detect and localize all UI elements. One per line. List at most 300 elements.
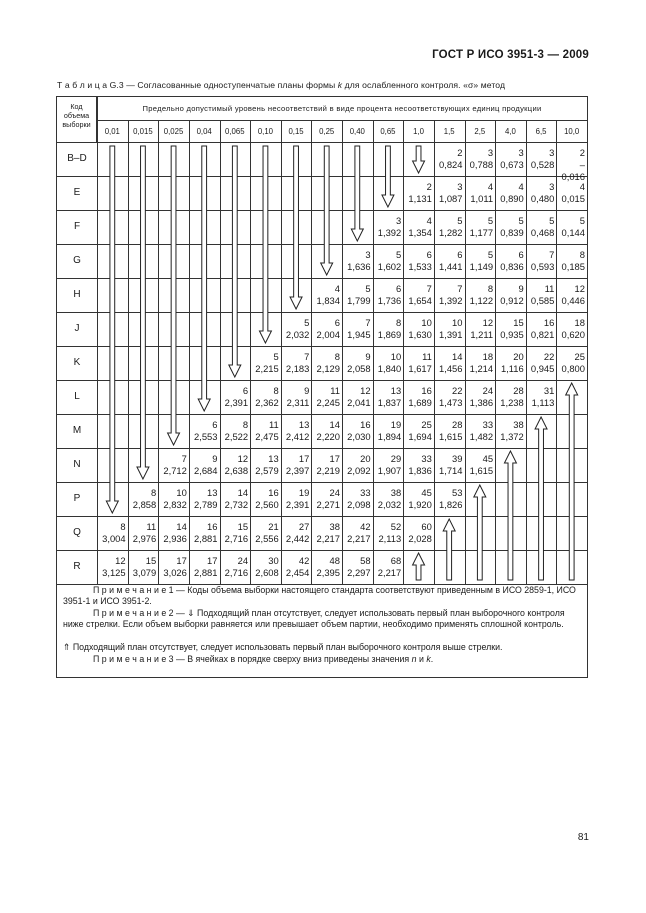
acceptability-constant-k: 2,220 — [316, 431, 340, 442]
sample-size-n: 3 — [549, 181, 555, 192]
sample-size-n: 2 — [457, 147, 463, 158]
code-header-line: объема — [63, 111, 90, 120]
acceptability-constant-k: 2,217 — [377, 567, 402, 578]
sample-size-n: 9 — [304, 385, 310, 396]
sample-size-n: 38 — [390, 487, 402, 498]
acceptability-constant-k: 0,935 — [500, 329, 524, 340]
acceptability-constant-k: 2,271 — [316, 499, 340, 510]
acceptability-constant-k: 2,454 — [285, 567, 310, 578]
sample-size-n: 8 — [579, 249, 585, 260]
acceptability-constant-k: 2,638 — [224, 465, 249, 476]
sample-size-n: 13 — [207, 487, 218, 498]
aql-header-cell: 0,065 — [225, 127, 245, 136]
sample-size-n: 8 — [487, 283, 494, 294]
up-arrow-icon — [443, 519, 455, 580]
acceptability-constant-k: 1,689 — [408, 397, 432, 408]
acceptability-constant-k: 2,789 — [194, 499, 218, 510]
sample-size-code: G — [73, 255, 81, 266]
sample-size-n: 12 — [574, 283, 585, 294]
acceptability-constant-k: 0,839 — [500, 227, 524, 238]
acceptability-constant-k: 1,907 — [377, 465, 402, 476]
acceptability-constant-k: 1,441 — [439, 261, 463, 272]
sample-size-n: 13 — [268, 453, 279, 464]
sample-size-n: 6 — [518, 249, 524, 260]
sample-size-n: 17 — [298, 453, 310, 464]
acceptability-constant-k: 1,799 — [347, 295, 371, 306]
acceptability-constant-k: 0,446 — [561, 295, 585, 306]
acceptability-constant-k: 1,615 — [469, 465, 494, 476]
acceptability-constant-k: 2,245 — [316, 397, 340, 408]
sample-size-n: 24 — [237, 555, 249, 566]
sample-size-n: 30 — [268, 555, 279, 566]
note-1 — [63, 585, 585, 608]
note-1-label: П р и м е ч а н и е 1 — [93, 585, 174, 595]
down-arrow-icon — [290, 146, 302, 309]
sample-size-n: 17 — [207, 555, 218, 566]
down-arrow-icon — [229, 146, 241, 377]
sample-size-n: 2 — [579, 147, 585, 158]
aql-header-cell: 0,15 — [288, 127, 304, 136]
sample-size-code: K — [73, 357, 81, 368]
sample-size-n: 6 — [212, 419, 218, 430]
down-arrow-icon — [198, 146, 210, 411]
acceptability-constant-k: 0,528 — [530, 159, 555, 170]
sample-size-n: 13 — [298, 419, 310, 430]
sample-size-n: 16 — [207, 521, 218, 532]
sample-size-code: Q — [73, 527, 81, 538]
sample-size-n: 42 — [298, 555, 310, 566]
sample-size-n: 20 — [360, 453, 371, 464]
sample-size-n: 7 — [457, 283, 463, 294]
note-2-label: П р и м е ч а н и е 2 — [93, 608, 174, 618]
sample-size-n: 48 — [329, 555, 340, 566]
sample-size-n: 7 — [549, 249, 555, 260]
sample-size-n: 52 — [390, 521, 402, 532]
acceptability-constant-k: 1,473 — [439, 397, 463, 408]
acceptability-constant-k: 2,362 — [255, 397, 279, 408]
acceptability-constant-k: 1,149 — [469, 261, 494, 272]
note-2-text: — ⇓ Подходящий план отсутствует, следует использовать первый план выборочного контроля ниже стрелки. Если объем выборки равняется или превышает объем партии, необходимо применять сплошной контроль. — [63, 608, 565, 630]
acceptability-constant-k: 2,030 — [347, 431, 371, 442]
caption-suffix: для ослабленного контроля. «σ» метод — [342, 80, 506, 90]
sample-size-n: 12 — [115, 555, 126, 566]
acceptability-constant-k: 2,712 — [163, 465, 187, 476]
down-arrow-icon — [259, 146, 271, 343]
sample-size-n: 9 — [212, 453, 218, 464]
acceptability-constant-k: 1,826 — [439, 499, 463, 510]
sample-size-n: 16 — [543, 317, 555, 328]
acceptability-constant-k: 2,028 — [408, 533, 432, 544]
sample-size-n: 10 — [452, 317, 463, 328]
acceptability-constant-k: 1,456 — [439, 363, 463, 374]
acceptability-constant-k: 0,620 — [561, 329, 585, 340]
sample-size-n: 9 — [365, 351, 371, 362]
acceptability-constant-k: –0,016 — [561, 159, 585, 182]
sample-size-n: 7 — [426, 283, 432, 294]
sample-size-n: 12 — [360, 385, 371, 396]
acceptability-constant-k: 1,282 — [439, 227, 463, 238]
down-arrow-icon — [413, 146, 425, 173]
acceptability-constant-k: 1,894 — [377, 431, 402, 442]
acceptability-constant-k: 2,397 — [285, 465, 310, 476]
acceptability-constant-k: 0,836 — [500, 261, 524, 272]
sample-size-n: 11 — [422, 351, 432, 362]
acceptability-constant-k: 2,391 — [285, 499, 310, 510]
sample-size-n: 15 — [237, 521, 249, 532]
sample-size-n: 3 — [396, 215, 402, 226]
acceptability-constant-k: 0,480 — [530, 193, 555, 204]
acceptability-constant-k: 2,716 — [224, 533, 249, 544]
note-3-n: n — [411, 654, 417, 664]
acceptability-constant-k: 1,694 — [408, 431, 432, 442]
sample-size-n: 4 — [518, 181, 524, 192]
acceptability-constant-k: 1,122 — [469, 295, 494, 306]
sample-size-n: 33 — [360, 487, 371, 498]
sample-size-n: 15 — [513, 317, 524, 328]
sample-size-code: N — [73, 459, 81, 470]
sample-size-n: 8 — [396, 317, 402, 328]
sample-size-n: 21 — [268, 521, 279, 532]
table-caption — [57, 80, 505, 90]
acceptability-constant-k: 1,354 — [408, 227, 432, 238]
sample-size-n: 6 — [396, 283, 402, 294]
acceptability-constant-k: 0,585 — [530, 295, 555, 306]
acceptability-constant-k: 2,297 — [347, 567, 371, 578]
aql-header-cell: 1,5 — [443, 127, 455, 136]
acceptability-constant-k: 1,011 — [470, 193, 494, 204]
aql-header-cell: 0,65 — [380, 127, 396, 136]
sample-size-n: 33 — [482, 419, 494, 430]
acceptability-constant-k: 0,144 — [561, 227, 585, 238]
sample-size-n: 22 — [543, 351, 555, 362]
acceptability-constant-k: 2,684 — [194, 465, 218, 476]
acceptability-constant-k: 1,087 — [439, 193, 463, 204]
sample-size-n: 13 — [390, 385, 402, 396]
note-up-arrow: ⇑ Подходящий план отсутствует, следует использовать первый план выборочного контроля выше стрелки. — [63, 642, 503, 652]
down-arrow-icon — [137, 146, 149, 479]
sample-size-n: 6 — [242, 385, 249, 396]
sample-size-code: L — [74, 391, 80, 402]
note-3-dot: . — [430, 654, 434, 664]
acceptability-constant-k: 2,412 — [285, 431, 310, 442]
acceptability-constant-k: 1,482 — [469, 431, 494, 442]
acceptability-constant-k: 0,945 — [530, 363, 555, 374]
aql-header-cell: 0,25 — [319, 127, 335, 136]
sample-size-n: 17 — [329, 453, 340, 464]
note-3-label: П р и м е ч а н и е 3 — [93, 654, 174, 664]
up-arrow-icon — [474, 485, 486, 580]
sample-size-n: 20 — [513, 351, 524, 362]
sample-size-n: 5 — [579, 215, 585, 226]
sample-size-n: 6 — [457, 249, 463, 260]
up-arrow-icon — [504, 451, 516, 580]
acceptability-constant-k: 2,183 — [285, 363, 310, 374]
sample-size-n: 14 — [176, 521, 187, 532]
down-arrow-icon — [382, 146, 394, 207]
acceptability-constant-k: 2,608 — [255, 567, 279, 578]
sample-size-n: 10 — [176, 487, 187, 498]
acceptability-constant-k: 2,716 — [224, 567, 249, 578]
sample-size-n: 12 — [482, 317, 494, 328]
acceptability-constant-k: 3,079 — [132, 567, 157, 578]
acceptability-constant-k: 1,602 — [377, 261, 402, 272]
sample-size-n: 11 — [268, 419, 279, 430]
acceptability-constant-k: 2,219 — [316, 465, 340, 476]
acceptability-constant-k: 1,636 — [347, 261, 371, 272]
acceptability-constant-k: 2,113 — [378, 533, 402, 544]
sample-size-n: 5 — [365, 283, 371, 294]
sample-size-n: 12 — [237, 453, 249, 464]
sample-size-n: 38 — [513, 419, 524, 430]
acceptability-constant-k: 0,890 — [500, 193, 524, 204]
sample-size-n: 33 — [421, 453, 432, 464]
acceptability-constant-k: 2,475 — [255, 431, 279, 442]
sample-size-n: 53 — [452, 487, 463, 498]
acceptability-constant-k: 2,032 — [377, 499, 402, 510]
acceptability-constant-k: 2,129 — [316, 363, 340, 374]
acceptability-constant-k: 1,615 — [439, 431, 463, 442]
page-number: 81 — [577, 832, 589, 843]
sample-size-code: H — [73, 289, 81, 300]
sample-size-n: 14 — [452, 351, 463, 362]
acceptability-constant-k: 2,579 — [255, 465, 279, 476]
sample-size-code: J — [74, 323, 80, 334]
sample-size-n: 58 — [360, 555, 371, 566]
down-arrow-icon — [106, 146, 118, 513]
sample-size-n: 68 — [390, 555, 402, 566]
acceptability-constant-k: 2,004 — [316, 329, 340, 340]
acceptability-constant-k: 2,217 — [347, 533, 371, 544]
sample-size-n: 5 — [396, 249, 402, 260]
acceptability-constant-k: 1,113 — [531, 397, 555, 408]
note-3-and: и — [416, 654, 427, 664]
acceptability-constant-k: 1,837 — [377, 397, 402, 408]
sample-size-n: 18 — [482, 351, 494, 362]
up-arrow-icon — [566, 383, 578, 580]
sample-size-n: 10 — [390, 351, 402, 362]
sample-size-n: 31 — [543, 385, 555, 396]
sample-size-n: 60 — [421, 521, 432, 532]
acceptability-constant-k: 2,560 — [255, 499, 279, 510]
acceptability-constant-k: 2,058 — [347, 363, 371, 374]
acceptability-constant-k: 3,004 — [102, 533, 126, 544]
caption-prefix: Т а б л и ц а G.3 — Согласованные одноступенчатые планы формы — [57, 80, 338, 90]
acceptability-constant-k: 2,092 — [347, 465, 371, 476]
sample-size-n: 6 — [426, 249, 432, 260]
sample-size-n: 25 — [574, 351, 585, 362]
acceptability-constant-k: 3,125 — [102, 567, 126, 578]
acceptability-constant-k: 1,116 — [500, 363, 524, 374]
aql-header-cell: 0,10 — [257, 127, 274, 136]
sample-size-n: 24 — [482, 385, 494, 396]
acceptability-constant-k: 2,553 — [194, 431, 218, 442]
acceptability-constant-k: 1,131 — [408, 193, 432, 204]
caption-k: k — [337, 80, 343, 90]
sample-size-n: 5 — [457, 215, 463, 226]
sample-size-n: 3 — [457, 181, 463, 192]
sample-size-code: B–D — [67, 153, 87, 164]
acceptability-constant-k: 2,217 — [316, 533, 340, 544]
sample-size-code: F — [73, 221, 81, 232]
note-3-k: k — [426, 654, 431, 664]
acceptability-constant-k: 1,834 — [316, 295, 340, 306]
sample-size-n: 7 — [304, 351, 310, 362]
sample-size-n: 6 — [334, 317, 340, 328]
sample-size-n: 25 — [421, 419, 432, 430]
sample-size-n: 16 — [268, 487, 279, 498]
sample-size-n: 8 — [151, 487, 157, 498]
acceptability-constant-k: 0,468 — [530, 227, 555, 238]
aql-header-cell: 0,01 — [104, 127, 120, 136]
acceptability-constant-k: 2,732 — [224, 499, 249, 510]
acceptability-constant-k: 2,215 — [255, 363, 279, 374]
acceptability-constant-k: 2,936 — [163, 533, 187, 544]
sample-size-n: 29 — [390, 453, 402, 464]
up-arrow-icon — [413, 553, 425, 580]
sample-size-code: E — [73, 187, 81, 198]
sample-size-n: 8 — [120, 521, 126, 532]
sample-size-n: 4 — [334, 283, 340, 294]
sample-size-n: 5 — [549, 215, 555, 226]
acceptability-constant-k: 2,858 — [132, 499, 157, 510]
acceptability-constant-k: 1,945 — [347, 329, 371, 340]
sample-size-n: 45 — [482, 453, 494, 464]
acceptability-constant-k: 2,522 — [224, 431, 249, 442]
sample-size-n: 9 — [518, 283, 524, 294]
sample-size-n: 3 — [487, 147, 494, 158]
sample-size-n: 3 — [365, 249, 371, 260]
sample-size-n: 27 — [298, 521, 310, 532]
sample-size-n: 5 — [273, 351, 279, 362]
acceptability-constant-k: 1,177 — [469, 227, 494, 238]
acceptability-constant-k: 1,214 — [469, 363, 494, 374]
sample-size-n: 11 — [544, 283, 555, 294]
acceptability-constant-k: 1,840 — [377, 363, 402, 374]
sample-size-n: 28 — [513, 385, 524, 396]
code-header-line: выборки — [62, 120, 91, 129]
sample-size-n: 28 — [452, 419, 463, 430]
page-header: ГОСТ Р ИСО 3951-3 — 2009 — [432, 49, 589, 61]
sample-size-n: 8 — [334, 351, 340, 362]
down-arrow-icon — [168, 146, 180, 445]
aql-header-cell: 2,5 — [474, 127, 486, 136]
sample-size-n: 38 — [329, 521, 340, 532]
acceptability-constant-k: 2,442 — [285, 533, 310, 544]
sample-size-n: 16 — [421, 385, 432, 396]
acceptability-constant-k: 2,311 — [286, 397, 310, 408]
acceptability-constant-k: 1,714 — [439, 465, 463, 476]
aql-header-cell: 4,0 — [505, 127, 516, 136]
aql-header-cell: 10,0 — [564, 127, 580, 136]
sample-size-n: 5 — [487, 249, 494, 260]
acceptability-constant-k: 1,392 — [439, 295, 463, 306]
acceptability-constant-k: 1,386 — [469, 397, 494, 408]
acceptability-constant-k: 3,026 — [163, 567, 187, 578]
sample-size-code: P — [73, 493, 81, 504]
acceptability-constant-k: 0,824 — [439, 159, 463, 170]
acceptability-constant-k: 1,391 — [439, 329, 463, 340]
sample-size-n: 24 — [329, 487, 340, 498]
acceptability-constant-k: 2,556 — [255, 533, 279, 544]
sample-size-n: 11 — [146, 521, 157, 532]
sample-size-n: 19 — [298, 487, 310, 498]
sample-size-n: 3 — [518, 147, 524, 158]
sample-size-code: R — [73, 561, 81, 572]
aql-header-cell: 0,015 — [133, 127, 153, 136]
acceptability-constant-k: 1,238 — [500, 397, 524, 408]
acceptability-constant-k: 1,617 — [408, 363, 432, 374]
sample-size-n: 4 — [487, 181, 494, 192]
acceptability-constant-k: 0,788 — [469, 159, 494, 170]
acceptability-constant-k: 0,821 — [530, 329, 555, 340]
note-1-text: — Коды объема выборки настоящего стандарта соответствуют приведенным в ИСО 2859-1, ИСО 3951-1 и ИСО 3951-2. — [63, 585, 576, 607]
acceptability-constant-k: 1,392 — [377, 227, 402, 238]
acceptability-constant-k: 1,533 — [408, 261, 432, 272]
up-arrow-icon — [535, 417, 547, 580]
sample-size-n: 5 — [304, 317, 310, 328]
sample-size-n: 2 — [426, 181, 432, 192]
acceptability-constant-k: 2,881 — [194, 567, 218, 578]
sample-size-n: 7 — [365, 317, 371, 328]
aql-header-cell: 1,0 — [413, 127, 424, 136]
code-header-line: Код — [70, 102, 83, 111]
aql-header-cell: 0,40 — [349, 127, 365, 136]
down-arrow-icon — [351, 146, 363, 241]
sample-size-n: 45 — [421, 487, 432, 498]
sample-size-n: 8 — [242, 419, 249, 430]
acceptability-constant-k: 0,015 — [561, 193, 585, 204]
sample-size-n: 10 — [421, 317, 432, 328]
acceptability-constant-k: 0,800 — [561, 363, 585, 374]
sample-size-n: 42 — [360, 521, 371, 532]
acceptability-constant-k: 1,630 — [408, 329, 432, 340]
acceptability-constant-k: 2,032 — [285, 329, 310, 340]
acceptability-constant-k: 1,372 — [500, 431, 524, 442]
sample-size-n: 15 — [145, 555, 157, 566]
sample-size-n: 17 — [176, 555, 187, 566]
sample-size-n: 22 — [452, 385, 463, 396]
sample-size-n: 14 — [237, 487, 249, 498]
acceptability-constant-k: 1,654 — [408, 295, 432, 306]
sample-size-n: 18 — [574, 317, 585, 328]
sample-size-n: 19 — [390, 419, 402, 430]
sample-size-n: 3 — [549, 147, 555, 158]
aql-header-cell: 0,04 — [196, 127, 212, 136]
acceptability-constant-k: 2,041 — [347, 397, 371, 408]
acceptability-constant-k: 2,395 — [316, 567, 340, 578]
sample-size-n: 14 — [329, 419, 340, 430]
sampling-plan-table — [56, 96, 588, 678]
acceptability-constant-k: 1,211 — [470, 329, 494, 340]
acceptability-constant-k: 2,976 — [132, 533, 157, 544]
note-3-text: — В ячейках в порядке сверху вниз приведены значения — [173, 654, 412, 664]
acceptability-constant-k: 0,593 — [530, 261, 555, 272]
aql-header: Предельно допустимый уровень несоответствий в виде процента несоответствующих единиц продукции — [97, 97, 587, 121]
acceptability-constant-k: 0,673 — [500, 159, 524, 170]
acceptability-constant-k: 1,869 — [377, 329, 402, 340]
note-3 — [63, 654, 585, 665]
aql-header-cell: 6,5 — [535, 127, 547, 136]
sample-size-n: 11 — [330, 385, 340, 396]
sample-size-n: 4 — [579, 181, 585, 192]
sample-size-code: M — [72, 425, 82, 436]
acceptability-constant-k: 2,098 — [347, 499, 371, 510]
sample-size-n: 8 — [273, 385, 279, 396]
sample-size-n: 5 — [518, 215, 524, 226]
acceptability-constant-k: 2,881 — [194, 533, 218, 544]
acceptability-constant-k: 0,185 — [561, 261, 585, 272]
acceptability-constant-k: 1,736 — [377, 295, 402, 306]
